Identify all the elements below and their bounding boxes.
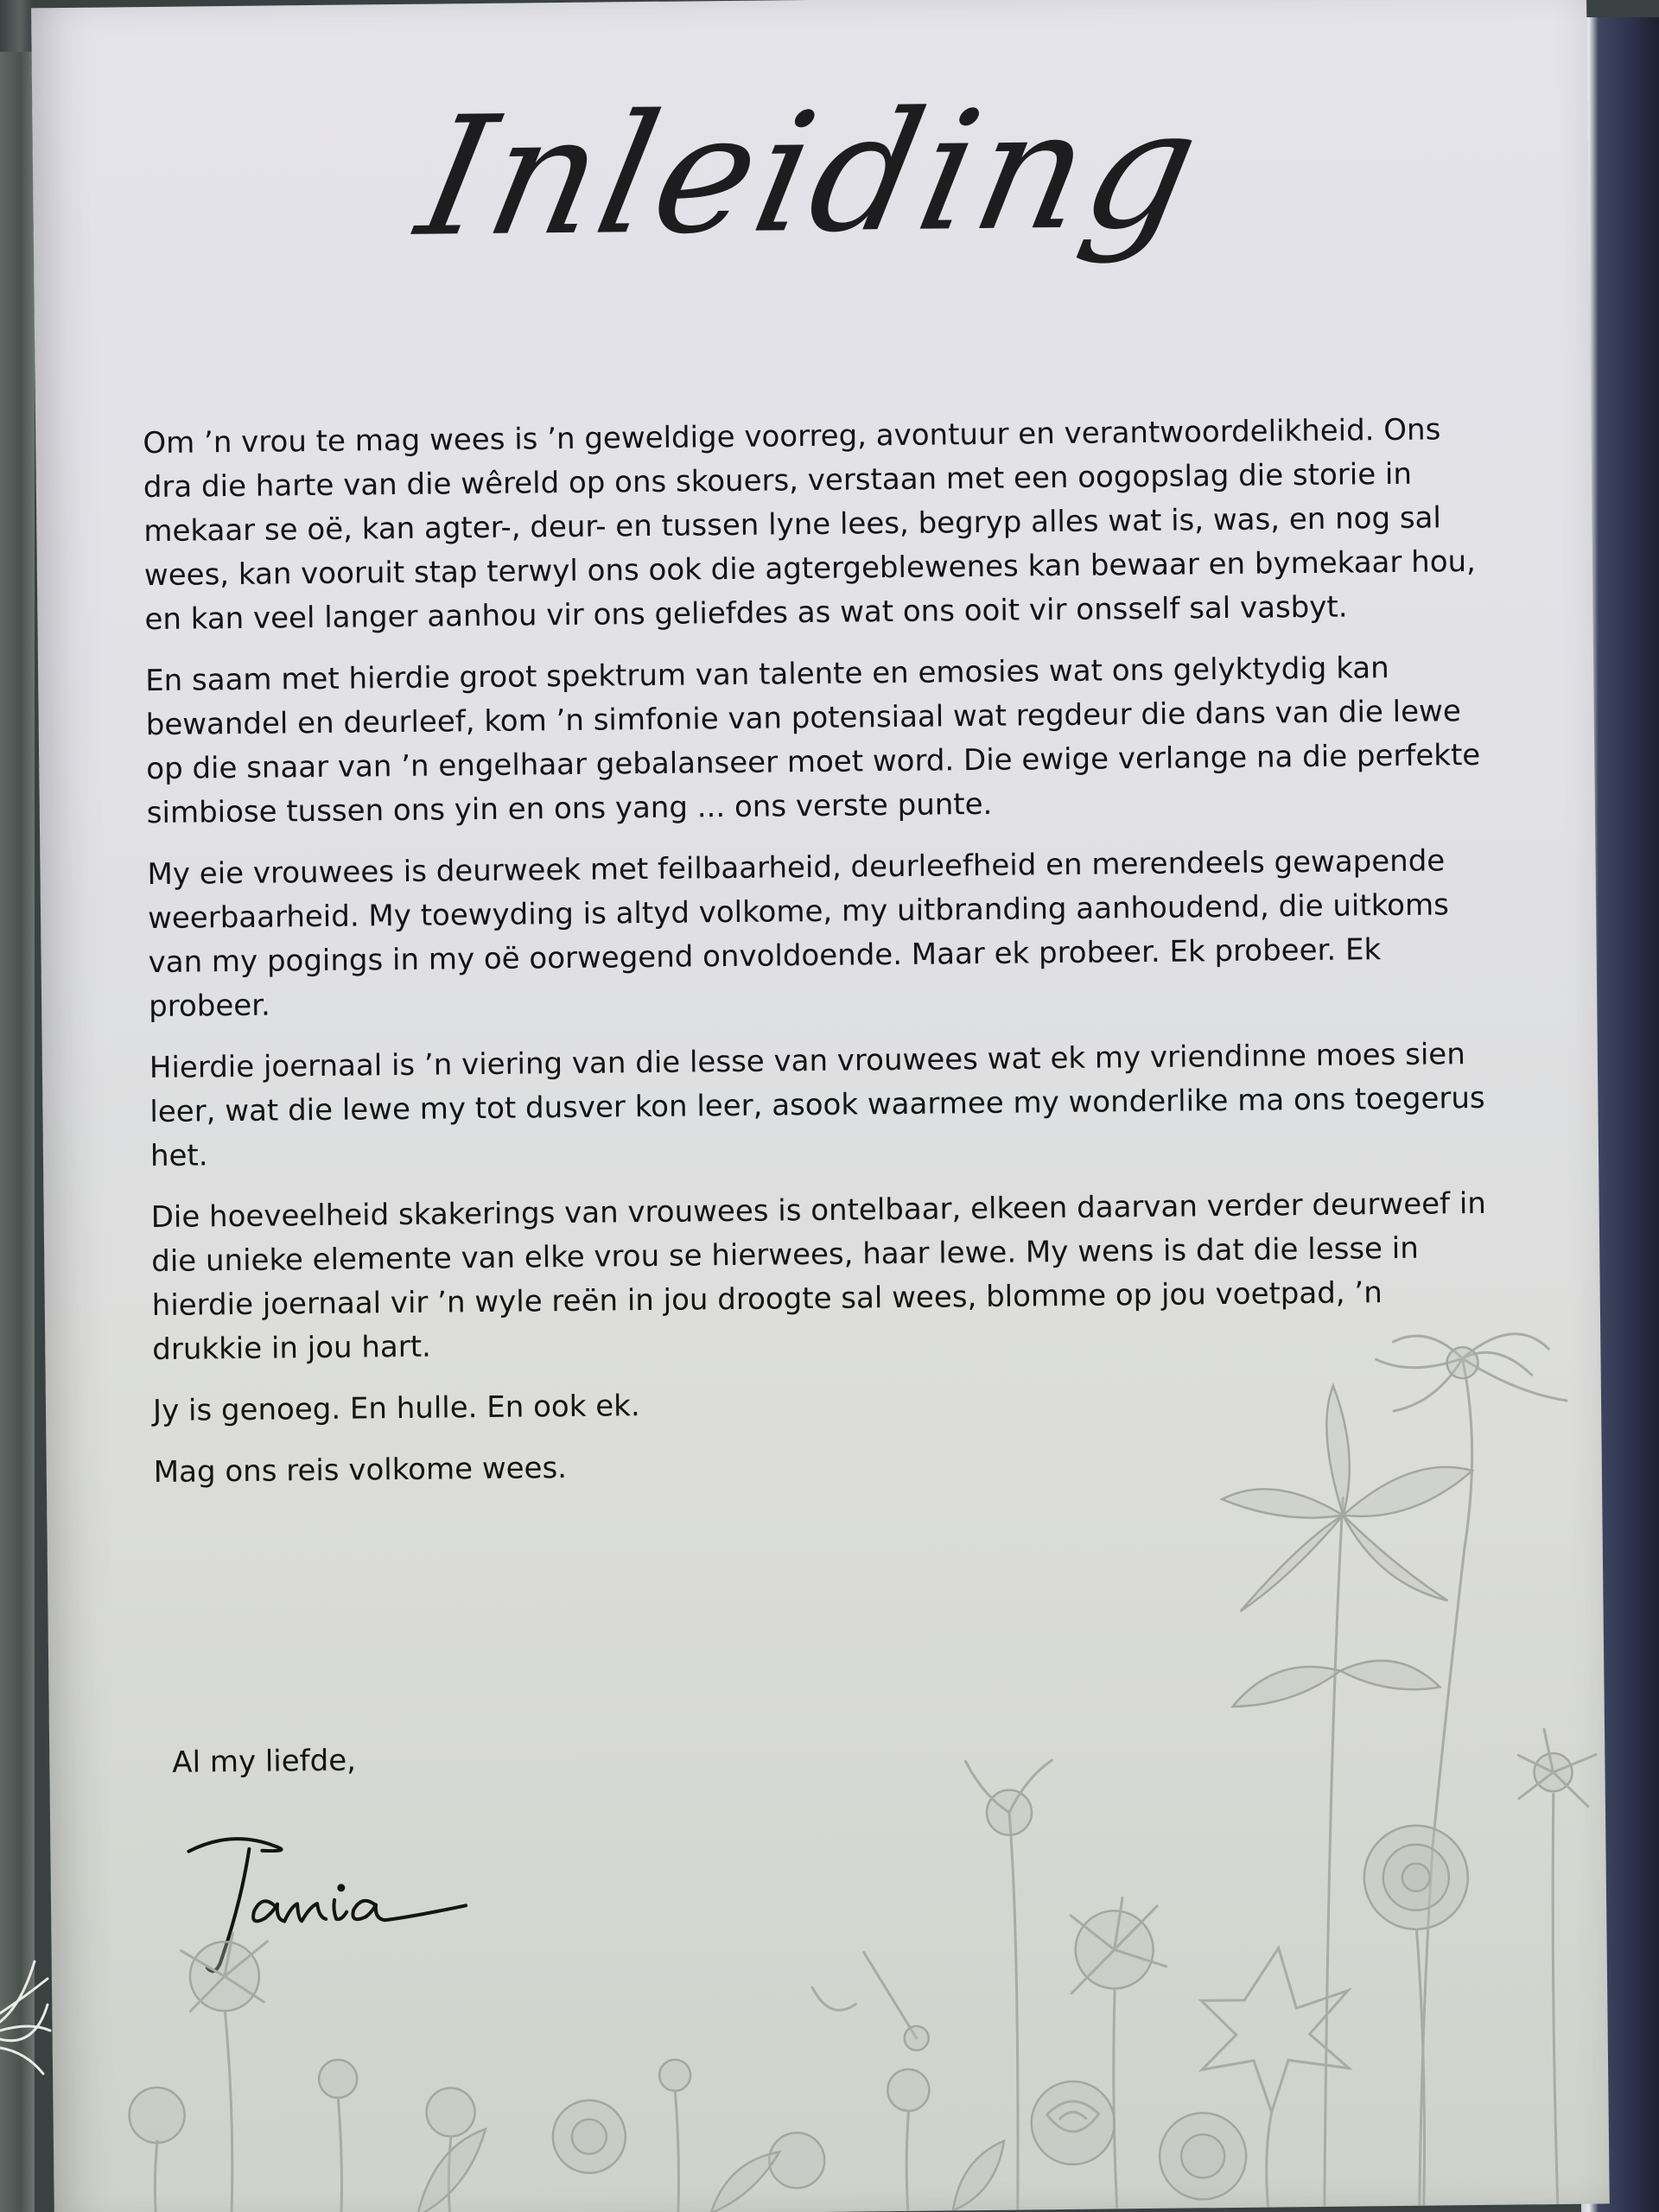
paragraph-3: My eie vrouwees is deurweek met feilbaarheid, deurleefheid en merendeels gewapende weerbaarheid. My toewyding is altyd volkome, my uitbranding aanhoudend, die uitkoms van my pogings in my oë oorwegend onvoldoende. Maar ek probeer. Ek probeer. Ek probeer. [147,843,1450,1025]
paragraph-6: Jy is genoeg. En hulle. En ook ek. [152,1389,640,1429]
body-text [143,408,1502,1512]
paragraph-4: Hierdie joernaal is ’n viering van die lesse van vrouwees wat ek my vriendinne moes sien leer, wat die lewe my tot dusver kon leer, asook waarmee my wonderlike ma ons toegerus het. [149,1037,1485,1174]
paragraph-5: Die hoeveelheid skakerings van vrouwees is ontelbaar, elkeen daarvan verder deurweef in die unieke elemente van elke vrou se hierwees, haar lewe. My wens is dat die lesse in hierdie joernaal vir ’n wyle reën in jou droogte sal wees, blomme op jou voetpad, ’n drukkie in jou hart. [150,1185,1487,1368]
leafy-plant [1221,1384,1480,2208]
book-page [31,0,1610,2212]
bottom-leaves [416,2124,1005,2212]
handwritten-signature [180,1822,475,1981]
paragraph-2: En saam met hierdie groot spektrum van talente en emosies wat ons gelyktydig kan bewandel en deurleef, kom ’n simfonie van potensiaal wat regdeur die dans van die lewe op die snaar van ’n engelhaar gebalanseer moet word. Die ewige verlange na die perfekte simbiose tussen ons yin en ons yang ... ons verste punte. [145,651,1481,831]
rose-center [1031,2081,1115,2164]
left-page-edge [0,52,35,2212]
round-flower [1363,1825,1471,2206]
spiky-flowers-middle [965,1758,1246,2210]
page-title: Inleiding [404,73,1217,273]
paragraph-7: Mag ons reis volkome wees. [153,1451,568,1491]
left-page-flower-illustration [0,1901,52,2126]
closing-greeting: Al my liefde, [172,1743,357,1780]
star-flower [1201,1948,1351,2209]
paragraph-1: Om ’n vrou te mag wees is ’n geweldige voorreg, avontuur en verantwoordelikheid. Ons dra die harte van die wêreld op ons skouers, verstaan met een oogopslag die storie in mekaar se oë, kan agter-, deur- en tussen lyne lees, begryp alles wat is, was, en nog sal wees, kan vooruit stap terwyl ons ook die agtergeblewenes kan bewaar en bymekaar hou, en kan veel langer aanhou vir ons geliefdes as wat ons ooit vir onsself sal vasbyt. [143,412,1477,638]
daisy-right [1518,1729,1601,2205]
